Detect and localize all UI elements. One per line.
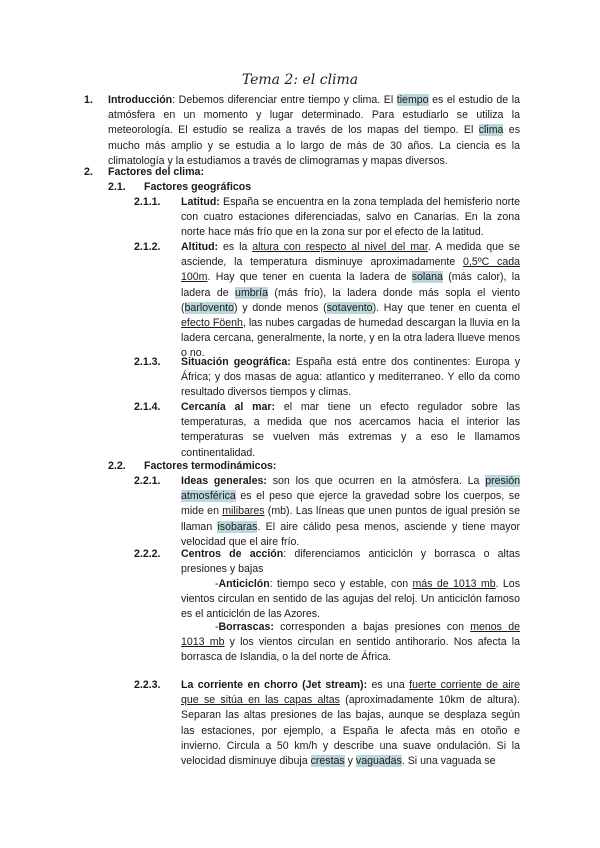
borrascas-paragraph: -Borrascas: corresponden a bajas presiones con menos de 1013 mb y los vientos circulan en sentido antihorario. Nos afecta la borrasca de Islandia, o la del norte de África. <box>181 621 520 664</box>
section-2-1-3-paragraph: Situación geográfica: España está entre dos continentes: Europa y África; y dos masas de agua: atlantico y mediterraneo. Y ello da como resultado diversos tiempos y climas. <box>181 356 520 399</box>
section-2-2-1-paragraph: Ideas generales: son los que ocurren en la atmósfera. La presión atmosférica es el peso que ejerce la gravedad sobre los cuerpos, se mide en milibares (mb). Las líneas que unen puntos de igual presión se llaman isobaras. El aire cálido pesa menos, asciende y tiene mayor velocidad que el aire frío. <box>181 475 520 548</box>
section-2-1-4-number: 2.1.4. <box>134 401 161 413</box>
section-2-1-3-heading: Situación geográfica: <box>181 356 291 368</box>
anticiclon-paragraph: -Anticiclón: tiempo seco y estable, con más de 1013 mb. Los vientos circulan en sentido de las agujas del reloj. Un anticiclón famoso es el anticiclón de las Azores. <box>181 578 520 621</box>
section-1-number: 1. <box>84 94 93 106</box>
section-2-1-3-number: 2.1.3. <box>134 356 161 368</box>
section-2-1-1-paragraph: Latitud: España se encuentra en la zona templada del hemisferio norte con cuatro estaciones diferenciadas, salvo en Canarias. En la zona norte hace más frío que en la zona sur por el efecto de la latitud. <box>181 196 520 239</box>
section-2-heading: Factores del clima: <box>108 166 204 178</box>
section-2-2-1-heading: Ideas generales: <box>181 475 267 487</box>
section-2-1-4-heading: Cercanía al mar: <box>181 401 276 413</box>
section-2-2-1-number: 2.2.1. <box>134 475 161 487</box>
highlight-sotavento: sotavento <box>326 301 373 314</box>
section-2-2-3-heading: La corriente en chorro (Jet stream): <box>181 679 368 691</box>
borrascas-heading: Borrascas: <box>218 621 274 633</box>
page-title: Tema 2: el clima <box>241 72 359 88</box>
section-2-2-heading: Factores termodinámicos: <box>144 460 277 472</box>
section-2-2-3-number: 2.2.3. <box>134 679 161 691</box>
anticiclon-heading: Anticiclón <box>218 578 270 590</box>
section-1-heading: Introducción <box>108 94 173 106</box>
section-2-1-1-heading: Latitud: <box>181 196 220 208</box>
highlight-solana: solana <box>411 271 443 284</box>
section-2-1-2-heading: Altitud: <box>181 241 219 253</box>
highlight-umbria: umbría <box>235 286 269 299</box>
highlight-vaguadas: vaguadas <box>355 755 402 768</box>
section-2-2-2-number: 2.2.2. <box>134 548 161 560</box>
section-2-2-2-heading: Centros de acción <box>181 548 284 560</box>
section-2-1-4-paragraph: Cercanía al mar: el mar tiene un efecto regulador sobre las temperaturas, a medida que nos acercamos hacia el interior las temperaturas se vuelven más extremas y a eso le llamamos continentalidad. <box>181 401 520 459</box>
section-2-1-heading: Factores geográficos <box>144 181 252 193</box>
highlight-crestas: crestas <box>310 755 345 768</box>
section-2-1-number: 2.1. <box>108 181 126 193</box>
section-2-2-2-paragraph: Centros de acción: diferenciamos anticiclón y borrasca o altas presiones y bajas <box>181 548 521 576</box>
section-2-number: 2. <box>84 166 93 178</box>
section-2-1-2-paragraph: Altitud: es la altura con respecto al nivel del mar. A medida que se asciende, la temperatura disminuye aproximadamente 0,5ºC cada 100m. Hay que tener en cuenta la ladera de solana (más calor), la ladera de umbría (más frío), la ladera donde más sopla el viento (barlovento) y donde menos (sotavento). Hay que tener en cuenta el efecto Föenh, las nubes cargadas de humedad descargan la lluvia en la ladera cercana, generalmente, la norte, y en la otra ladera llueve menos o no. <box>181 241 520 360</box>
section-1-paragraph: Introducción: Debemos diferenciar entre tiempo y clima. El tiempo es el estudio de la atmósfera en un momento y lugar determinado. Para estudiarlo se utiliza la meteorología. El estudio se realiza a través de los mapas del tiempo. El clima es mucho más amplio y se estudia a lo largo de más de 30 años. La ciencia es la climatología y la estudiamos a través de climogramas y mapas diversos. <box>108 94 520 167</box>
highlight-isobaras: isobaras <box>217 520 258 533</box>
section-2-1-1-number: 2.1.1. <box>134 196 161 208</box>
highlight-presion-atmosferica: presión atmosférica <box>181 475 520 503</box>
highlight-tiempo: tiempo <box>396 94 429 106</box>
section-2-1-2-number: 2.1.2. <box>134 241 161 253</box>
section-2-2-number: 2.2. <box>108 460 126 472</box>
section-2-2-3-paragraph: La corriente en chorro (Jet stream): es una fuerte corriente de aire que se sitúa en las capas altas (aproximadamente 10km de altura). Separan las altas presiones de las bajas, aunque se desplaza según las estaciones, por ejemplo, a España le afecta más en otoño e invierno. Circula a 50 km/h y describe una suave ondulación. Si la velocidad disminuye dibuja crestas y vaguadas. Si una vaguada se <box>181 679 521 768</box>
highlight-clima: clima <box>478 124 504 137</box>
highlight-barlovento: barlovento <box>184 301 235 314</box>
